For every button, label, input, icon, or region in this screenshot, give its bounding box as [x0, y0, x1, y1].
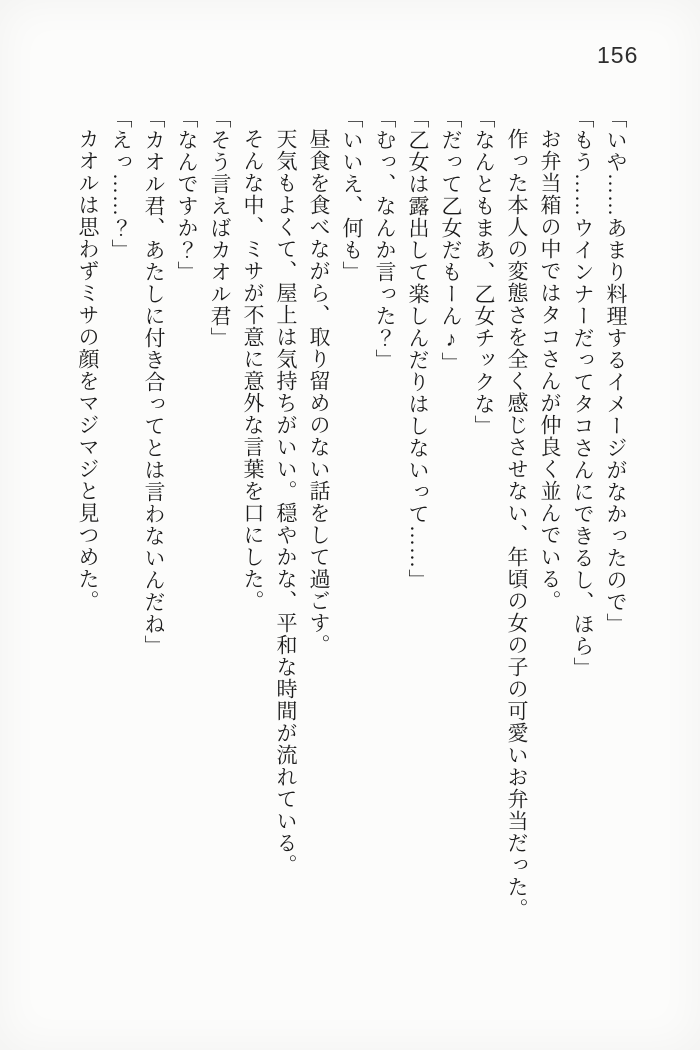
text-line: そんな中、ミサが不意に意外な言葉を口にした。 [241, 128, 265, 612]
text-line: 「なんですか？」 [175, 107, 199, 283]
text-line: 「そう言えばカオル君」 [208, 107, 232, 349]
vertical-text-block [71, 107, 632, 1045]
page-number: 156 [597, 42, 639, 68]
text-line: 「カオル君、あたしに付き合ってとは言わないんだね」 [142, 107, 166, 657]
text-line: 「いいえ、何も」 [340, 107, 364, 283]
text-line: 作った本人の変態さを全く感じさせない、年頃の女の子の可愛いお弁当だった。 [505, 128, 529, 920]
text-line: 「もう……ウインナーだってタコさんにできるし、ほら」 [571, 107, 595, 679]
text-line: 「だって乙女だもーん♪」 [439, 107, 463, 374]
text-line: 「いや……あまり料理するイメージがなかったので」 [604, 107, 628, 635]
text-line: 「乙女は露出して楽しんだりはしないって……」 [406, 107, 430, 591]
text-line: お弁当箱の中ではタコさんが仲良く並んでいる。 [538, 128, 562, 612]
text-line: 「なんともまあ、乙女チックな」 [472, 107, 496, 437]
text-line: 「えっ……？」 [109, 107, 133, 261]
text-line: 「むっ、なんか言った？」 [373, 107, 397, 371]
text-line: 天気もよくて、屋上は気持ちがいい。穏やかな、平和な時間が流れている。 [274, 128, 298, 876]
text-line: カオルは思わずミサの顔をマジマジと見つめた。 [76, 128, 100, 612]
text-line: 昼食を食べながら、取り留めのない話をして過ごす。 [307, 128, 331, 656]
